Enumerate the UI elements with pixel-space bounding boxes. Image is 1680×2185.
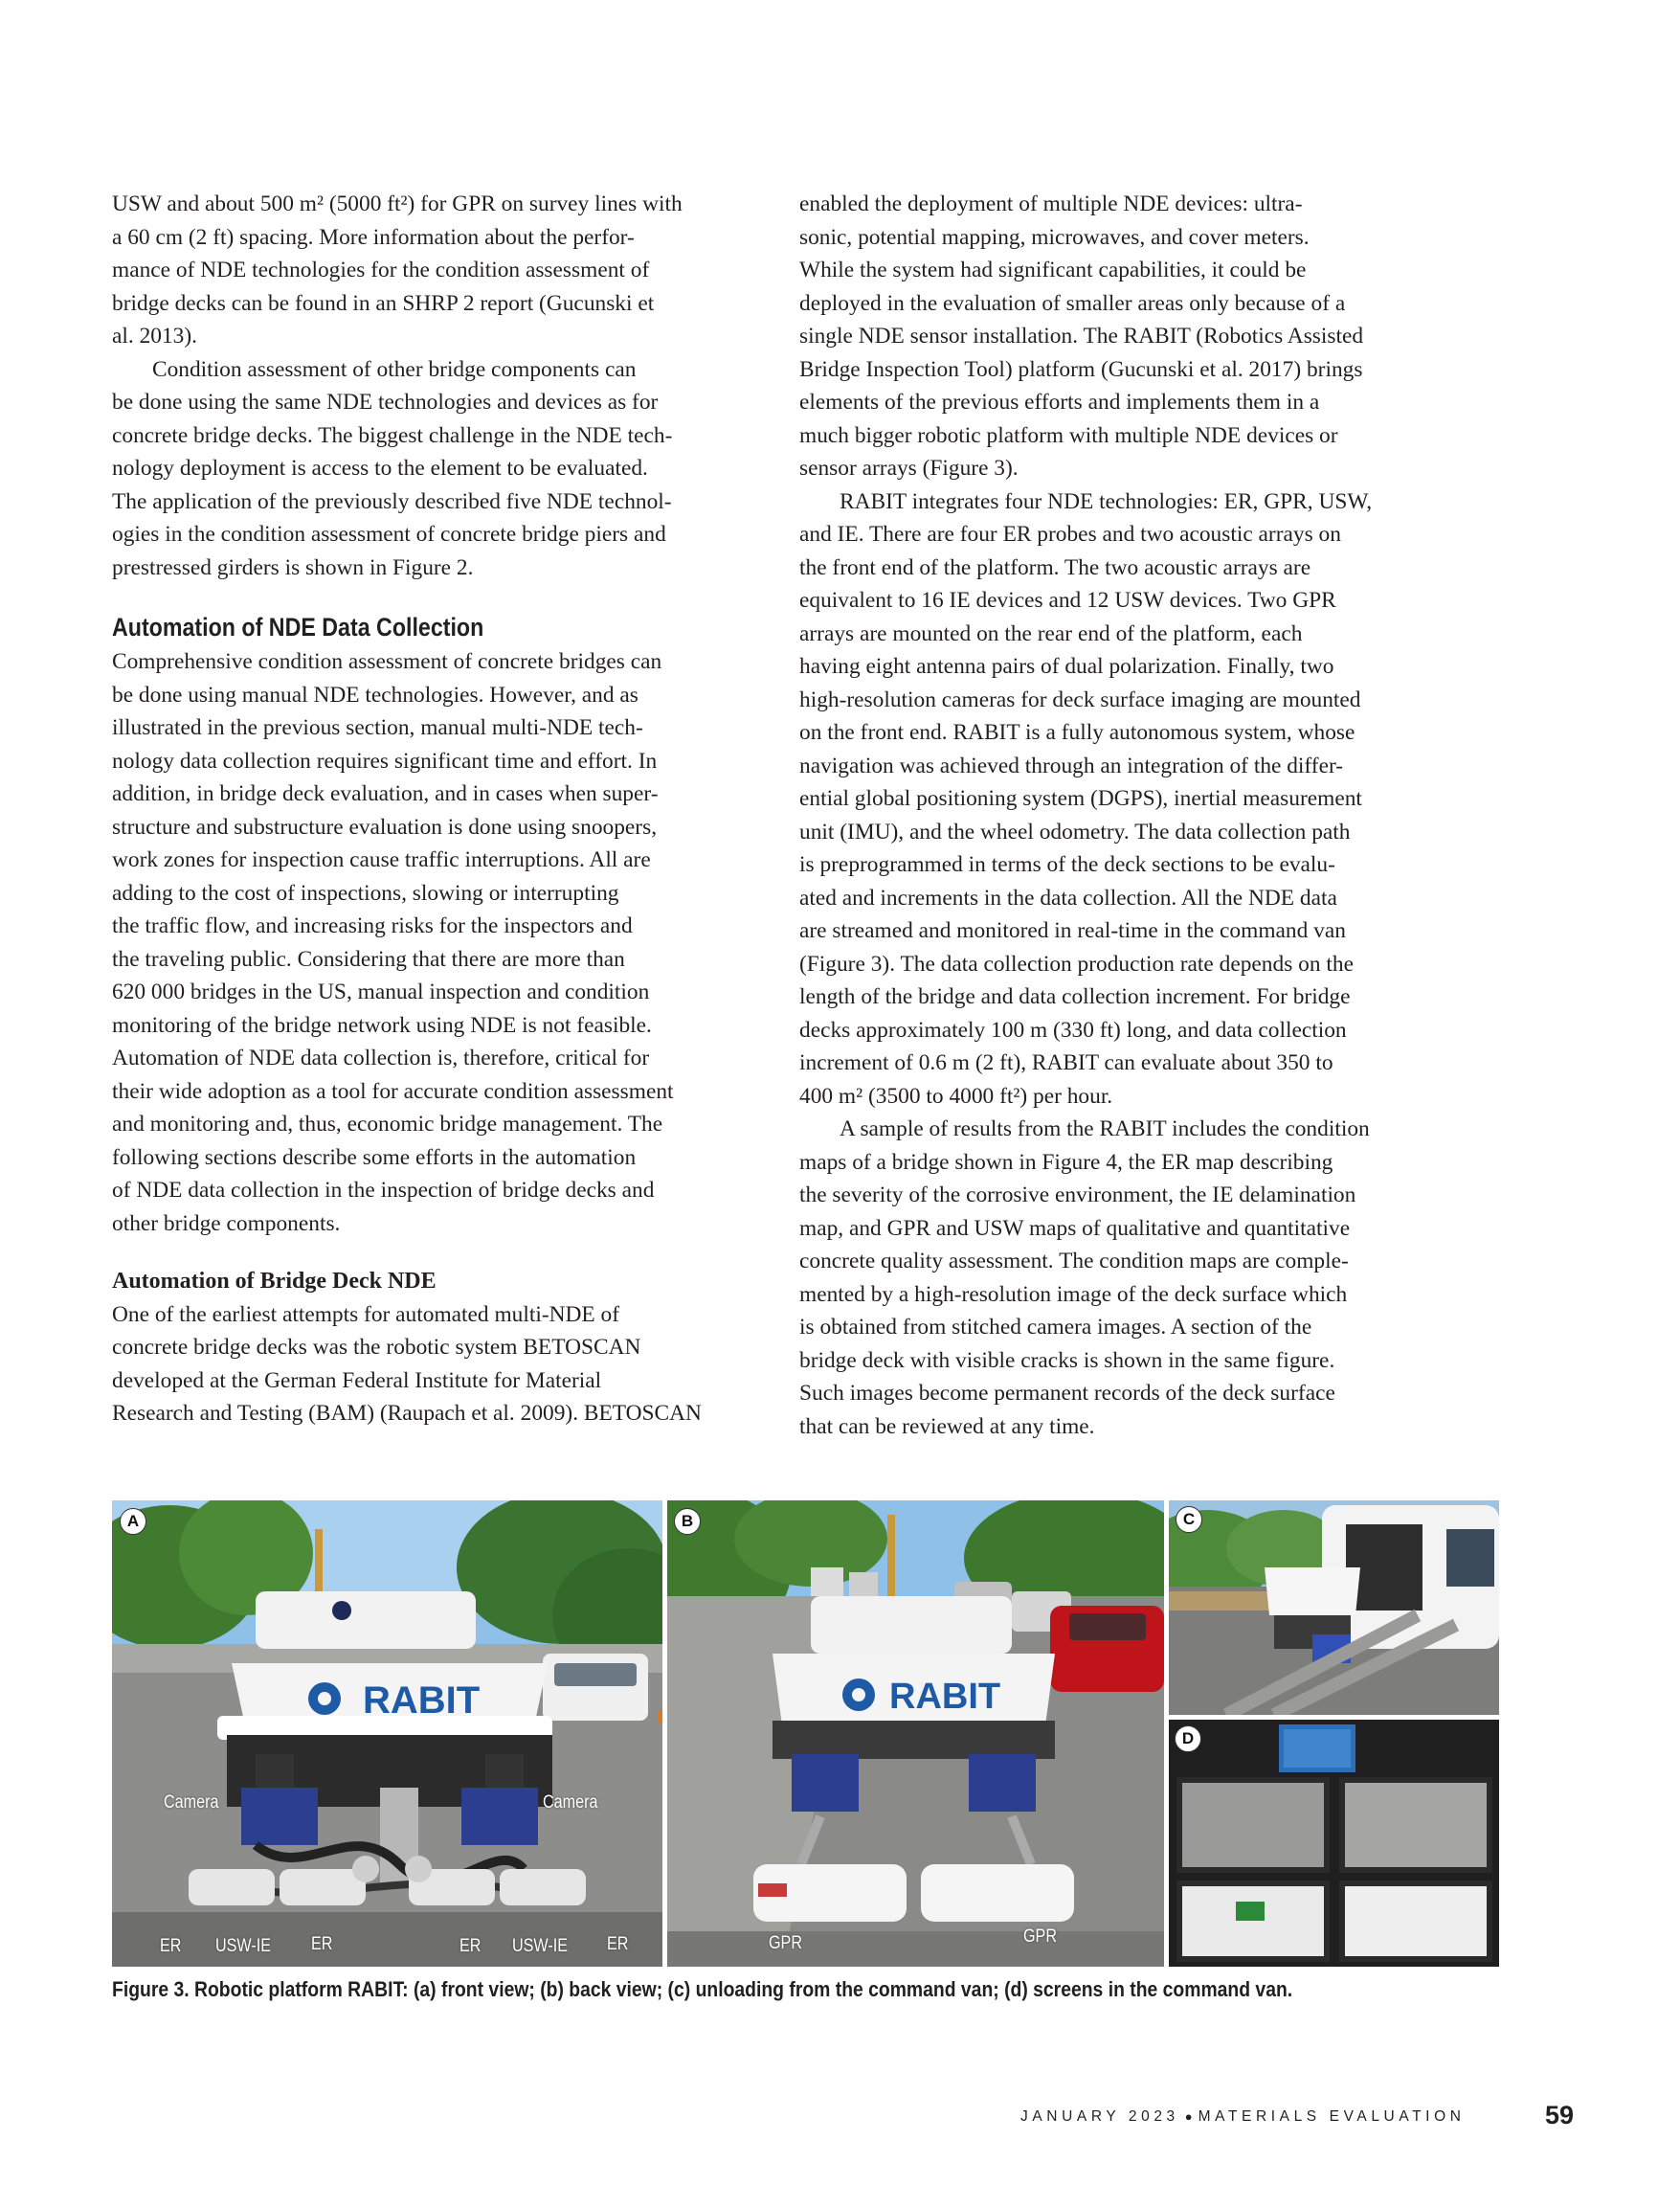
label-usw-ie-1: USW-IE [215,1936,272,1956]
text-line: enabled the deployment of multiple NDE devices: ultra- [799,191,1303,216]
text-line: Condition assessment of other bridge components can [152,356,637,382]
rabit-back-view-photo [667,1500,1164,1967]
text-line: adding to the cost of inspections, slowing or interrupting [112,880,619,906]
text-line: nology deployment is access to the element to be evaluated. [112,456,648,481]
label-camera-right: Camera [543,1792,598,1813]
text-line: be done using the same NDE technologies and devices as for [112,390,659,415]
text-line: length of the bridge and data collection increment. For bridge [799,984,1351,1009]
text-line: of NDE data collection in the inspection of bridge decks and [112,1178,655,1203]
text-line: on the front end. RABIT is a fully autonomous system, whose [799,720,1355,745]
text-line: map, and GPR and USW maps of qualitative and quantitative [799,1215,1351,1241]
text-line: Bridge Inspection Tool) platform (Gucunski et al. 2017) brings [799,356,1363,382]
label-er-3: ER [459,1936,482,1956]
panel-badge-a: A [120,1508,146,1535]
text-line: bridge deck with visible cracks is shown in the same figure. [799,1347,1335,1373]
text-line: sonic, potential mapping, microwaves, and cover meters. [799,224,1310,250]
text-line: sensor arrays (Figure 3). [799,456,1019,481]
panel-badge-c: C [1176,1506,1202,1533]
footer-issue: JANUARY 2023 [1020,2108,1179,2125]
text-line: other bridge components. [112,1210,341,1236]
text-line: One of the earliest attempts for automated multi-NDE of [112,1301,620,1327]
text-line: navigation was achieved through an integration of the differ- [799,753,1344,778]
text-line: a 60 cm (2 ft) spacing. More information about the perfor- [112,224,635,250]
command-van-screens-photo [1169,1720,1499,1967]
text-line: A sample of results from the RABIT includes the condition [840,1116,1370,1141]
text-line: elements of the previous efforts and implements them in a [799,390,1320,415]
label-gpr-right: GPR [1023,1926,1058,1947]
text-line: the traveling public. Considering that there are more than [112,946,625,972]
text-line: the severity of the corrosive environment, the IE delamination [799,1183,1356,1207]
text-line: unit (IMU), and the wheel odometry. The data collection path [799,819,1351,845]
text-line: prestressed girders is shown in Figure 2. [112,554,474,580]
text-line: mented by a high-resolution image of the deck surface which [799,1281,1348,1307]
text-line: Comprehensive condition assessment of concrete bridges can [112,649,662,674]
text-line: USW and about 500 m² (5000 ft²) for GPR on survey lines with [112,191,683,216]
text-line: Research and Testing (BAM) (Raupach et al. 2009). BETOSCAN [112,1401,702,1426]
panel-badge-b: B [674,1508,701,1535]
text-line: be done using manual NDE technologies. However, and as [112,682,638,708]
paragraph-betoscan-cont [799,188,1445,485]
text-line: Automation of NDE data collection is, therefore, critical for [112,1046,650,1070]
text-line: equivalent to 16 IE devices and 12 USW devices. Two GPR [799,588,1336,613]
rabit-unloading-photo [1169,1500,1499,1715]
text-line: and IE. There are four ER probes and two acoustic arrays on [799,522,1341,547]
label-er-1: ER [160,1936,182,1956]
text-line: work zones for inspection cause traffic interruptions. All are [112,847,651,872]
text-line: increment of 0.6 m (2 ft), RABIT can evaluate about 350 to [799,1050,1333,1075]
text-line: deployed in the evaluation of smaller areas only because of a [799,290,1346,316]
text-line: 400 m² (3500 to 4000 ft²) per hour. [799,1083,1113,1109]
text-line: structure and substructure evaluation is done using snoopers, [112,814,658,840]
paragraph-betoscan [112,1298,758,1430]
text-line: The application of the previously described five NDE technol- [112,488,672,514]
label-usw-ie-2: USW-IE [512,1936,569,1956]
label-er-2: ER [311,1934,333,1954]
text-line: arrays are mounted on the rear end of the platform, each [799,620,1303,646]
text-line: developed at the German Federal Institute for Material [112,1367,602,1393]
text-line: is obtained from stitched camera images. A section of the [799,1315,1312,1340]
subsection-heading: Automation of Bridge Deck NDE [112,1269,437,1294]
figure-panel-c [1169,1500,1499,1715]
text-line: and monitoring and, thus, economic bridge management. The [112,1112,663,1137]
paragraph-components [112,353,758,585]
rabit-logo-text: RABIT [363,1679,481,1722]
intro-paragraph [112,188,758,353]
right-column [799,188,1445,1443]
text-line: ogies in the condition assessment of concrete bridge piers and [112,522,666,547]
text-line: decks approximately 100 m (330 ft) long, and data collection [799,1017,1347,1043]
text-line: having eight antenna pairs of dual polarization. Finally, two [799,654,1334,679]
paragraph-automation [112,645,758,1240]
text-line: While the system had significant capabilities, it could be [799,258,1307,282]
text-line: illustrated in the previous section, manual multi-NDE tech- [112,715,643,740]
text-line: mance of NDE technologies for the condition assessment of [112,258,650,282]
rabit-front-view-photo [112,1500,662,1967]
text-line: ated and increments in the data collection. All the NDE data [799,885,1337,911]
label-er-4: ER [607,1934,629,1954]
footer-bullet: ● [1184,2109,1193,2124]
text-line: concrete bridge decks was the robotic system BETOSCAN [112,1335,641,1360]
figure-panel-a [112,1500,662,1967]
text-line: addition, in bridge deck evaluation, and in cases when super- [112,781,659,806]
text-line: high-resolution cameras for deck surface imaging are mounted [799,687,1361,712]
text-line: concrete bridge decks. The biggest challenge in the NDE tech- [112,422,673,448]
spacer [112,1240,758,1265]
text-line: is preprogrammed in terms of the deck sections to be evalu- [799,852,1335,877]
figure-caption: Figure 3. Robotic platform RABIT: (a) front view; (b) back view; (c) unloading from the command van; (d) screens in the command van. [112,1977,1293,2001]
section-heading: Automation of NDE Data Collection [112,613,484,642]
spacer [112,584,758,609]
label-camera-left: Camera [164,1792,219,1813]
text-line: Such images become permanent records of the deck surface [799,1381,1335,1406]
text-line: 620 000 bridges in the US, manual inspection and condition [112,980,650,1004]
page-number: 59 [1545,2101,1575,2129]
footer-publication: MATERIALS EVALUATION [1198,2108,1466,2125]
text-line: their wide adoption as a tool for accurate condition assessment [112,1078,674,1104]
figure-panel-b [667,1500,1164,1967]
text-line: (Figure 3). The data collection production rate depends on the [799,951,1354,977]
text-line: following sections describe some efforts in the automation [112,1144,637,1170]
text-line: RABIT integrates four NDE technologies: ER, GPR, USW, [840,488,1373,514]
text-line: monitoring of the bridge network using NDE is not feasible. [112,1012,652,1038]
text-line: nology data collection requires significant time and effort. In [112,748,658,774]
text-line: that can be reviewed at any time. [799,1413,1095,1439]
panel-badge-d: D [1175,1725,1201,1752]
text-line: are streamed and monitored in real-time in the command van [799,918,1346,943]
text-line: the traffic flow, and increasing risks for the inspectors and [112,913,633,938]
text-line: the front end of the platform. The two acoustic arrays are [799,554,1311,580]
text-line: bridge decks can be found in an SHRP 2 report (Gucunski et [112,290,655,316]
text-line: al. 2013). [112,324,197,349]
text-line: concrete quality assessment. The condition maps are comple- [799,1249,1349,1273]
text-line: single NDE sensor installation. The RABIT (Robotics Assisted [799,324,1364,349]
text-line: ential global positioning system (DGPS), inertial measurement [799,786,1362,811]
rabit-logo-text: RABIT [889,1677,1001,1717]
paragraph-rabit [799,485,1445,1114]
running-footer [1020,2108,1466,2126]
left-column [112,188,758,1430]
figure-panel-d [1169,1720,1499,1967]
text-line: much bigger robotic platform with multiple NDE devices or [799,422,1338,448]
label-gpr-left: GPR [769,1933,803,1953]
paragraph-results [799,1113,1445,1443]
text-line: maps of a bridge shown in Figure 4, the ER map describing [799,1149,1333,1175]
